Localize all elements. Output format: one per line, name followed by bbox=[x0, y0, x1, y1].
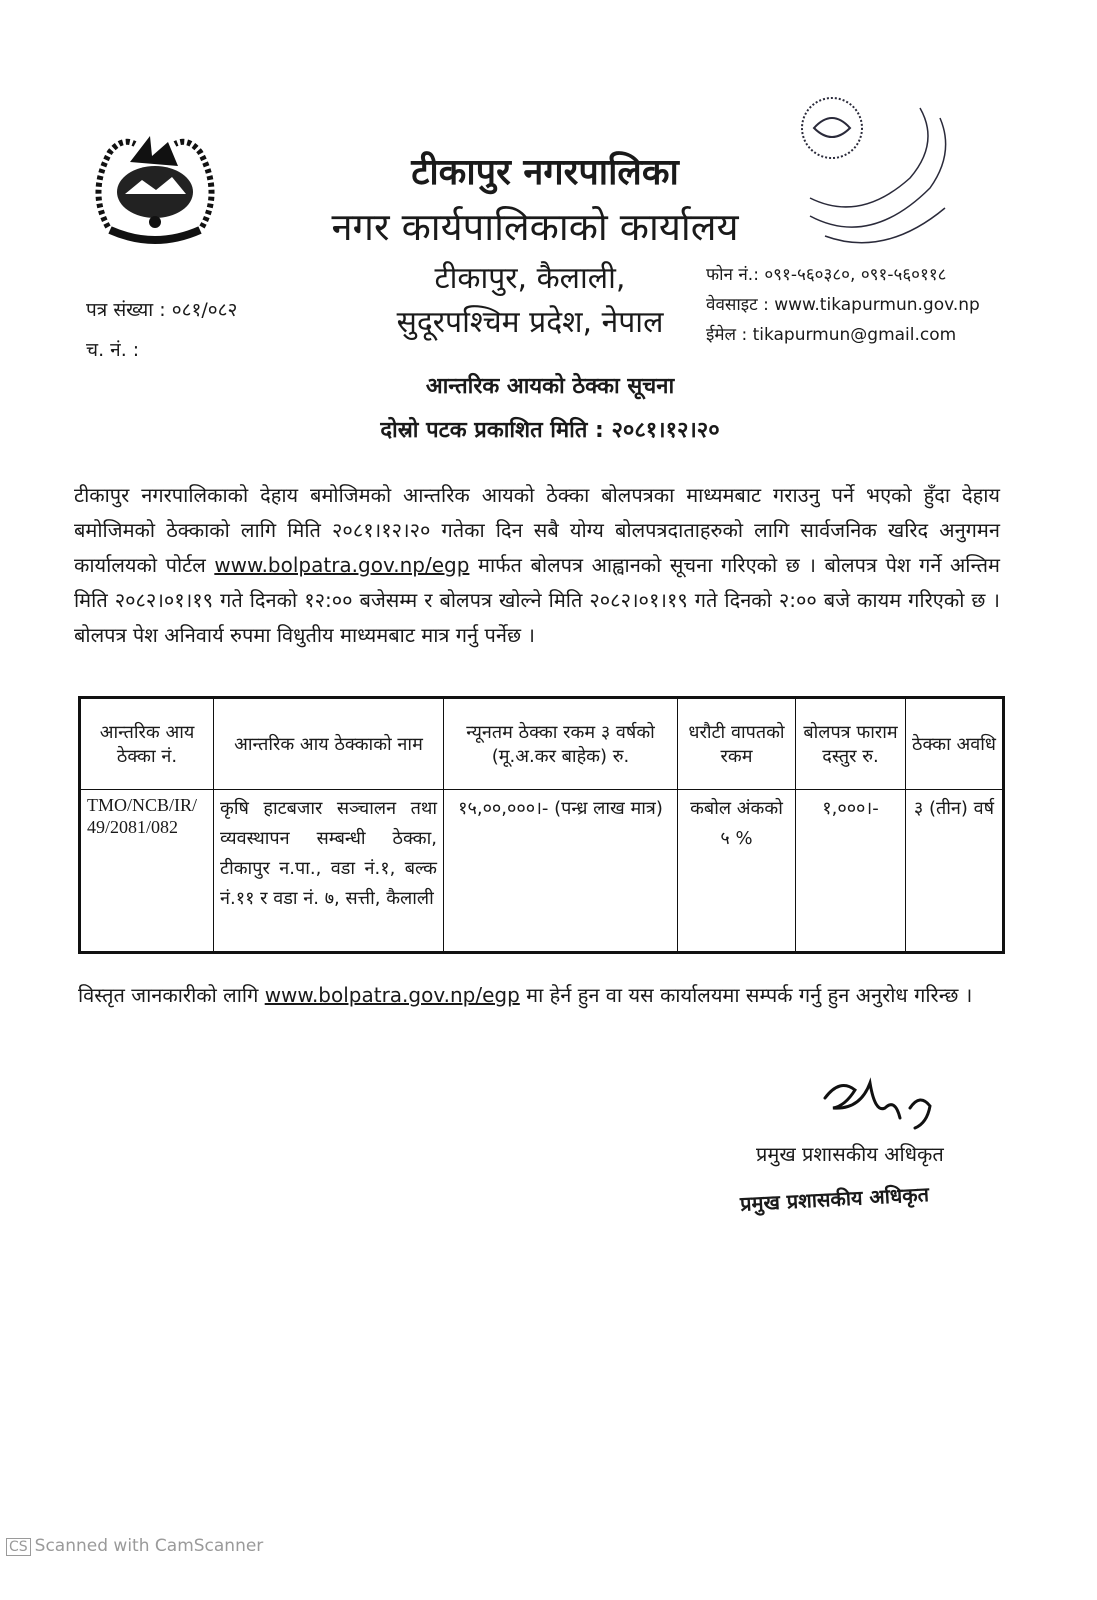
table-header-row bbox=[80, 698, 1004, 790]
contract-number: TMO/NCB/IR/ 49/2081/082 bbox=[80, 790, 214, 953]
column-header: न्यूनतम ठेक्का रकम ३ वर्षको (मू.अ.कर बाहेक) रु. bbox=[444, 698, 678, 790]
letter-number: पत्र संख्या : ०८१/०८२ bbox=[86, 299, 238, 321]
address-line2: सुदूरपश्चिम प्रदेश, नेपाल bbox=[396, 305, 664, 340]
website: वेवसाइट : www.tikapurmun.gov.np bbox=[706, 295, 980, 315]
footer-text: मा हेर्न हुन वा यस कार्यालयमा सम्पर्क गर्नु हुन अनुरोध गरिन्छ । bbox=[519, 983, 973, 1007]
office-stamp bbox=[790, 88, 960, 258]
scanner-label: Scanned with CamScanner bbox=[34, 1536, 264, 1556]
signatory-designation: प्रमुख प्रशासकीय अधिकृत bbox=[756, 1142, 944, 1166]
table-row bbox=[80, 790, 1004, 953]
contract-name: कृषि हाटबजार सञ्चालन तथा व्यवस्थापन सम्बन्धी ठेक्का, टीकापुर न.पा., वडा नं.१, बल्क नं.११ र वडा नं. ७, सत्ती, कैलाली bbox=[214, 790, 444, 953]
column-header: बोलपत्र फाराम दस्तुर रु. bbox=[796, 698, 906, 790]
egp-portal-link[interactable]: www.bolpatra.gov.np/egp bbox=[214, 553, 470, 577]
phone-number: फोन नं.: ०९१-५६०३८०, ०९१-५६०११८ bbox=[706, 265, 947, 285]
nepal-emblem-logo bbox=[80, 122, 230, 257]
tender-table bbox=[78, 696, 1005, 954]
notice-body bbox=[74, 478, 1000, 653]
dispatch-number: च. नं. : bbox=[86, 339, 140, 361]
notice-body-text: मार्फत बोलपत्र आह्वानको सूचना गरिएको छ । बोलपत्र पेश गर्ने अन्तिम मिति २०८२।०१।१९ गते दिनको १२:०० बजेसम्म र बोलपत्र खोल्ने मिति २०८२।०१।१९ गते दिनको २:०० बजे कायम गरिएको छ । बोलपत्र पेश अनिवार्य रुपमा विधुतीय माध्यमबाट मात्र गर्नु पर्नेछ । bbox=[74, 553, 1000, 647]
notice-subtitle: दोस्रो पटक प्रकाशित मिति : २०८१।१२।२० bbox=[380, 418, 720, 443]
office-name: नगर कार्यपालिकाको कार्यालय bbox=[331, 205, 739, 249]
scanner-watermark bbox=[6, 1536, 263, 1556]
column-header: आन्तरिक आय ठेक्काको नाम bbox=[214, 698, 444, 790]
notice-title: आन्तरिक आयको ठेक्का सूचना bbox=[425, 374, 675, 399]
egp-footer-link[interactable]: www.bolpatra.gov.np/egp bbox=[264, 983, 520, 1007]
form-fee: १,०००।- bbox=[796, 790, 906, 953]
email: ईमेल : tikapurmun@gmail.com bbox=[706, 325, 957, 345]
deposit-amount: कबोल अंकको ५ % bbox=[678, 790, 796, 953]
notice-body-text: टीकापुर नगरपालिकाको देहाय बमोजिमको आन्तरिक आयको ठेक्का बोलपत्रका माध्यमबाट गराउनु पर्ने भएको हुँदा देहाय बमोजिमको ठेक्काको लागि मिति २०८१।१२।२० गतेका दिन सबै योग्य बोलपत्रदाताहरुको लागि सार्वजनिक खरिद अनुगमन कार्यालयको पोर्टल bbox=[74, 483, 1000, 577]
designation-stamp: प्रमुख प्रशासकीय अधिकृत bbox=[739, 1182, 930, 1216]
camscanner-logo: CS bbox=[6, 1538, 31, 1556]
address-line1: टीकापुर, कैलाली, bbox=[434, 261, 626, 296]
column-header: धरौटी वापतको रकम bbox=[678, 698, 796, 790]
contract-duration: ३ (तीन) वर्ष bbox=[906, 790, 1004, 953]
org-name: टीकापुर नगरपालिका bbox=[411, 152, 679, 193]
footer-note bbox=[78, 978, 998, 1012]
signature bbox=[815, 1068, 945, 1138]
minimum-amount: १५,००,०००।- (पन्ध्र लाख मात्र) bbox=[444, 790, 678, 953]
column-header: आन्तरिक आय ठेक्का नं. bbox=[80, 698, 214, 790]
footer-text: विस्तृत जानकारीको लागि bbox=[78, 983, 265, 1007]
column-header: ठेक्का अवधि bbox=[906, 698, 1004, 790]
